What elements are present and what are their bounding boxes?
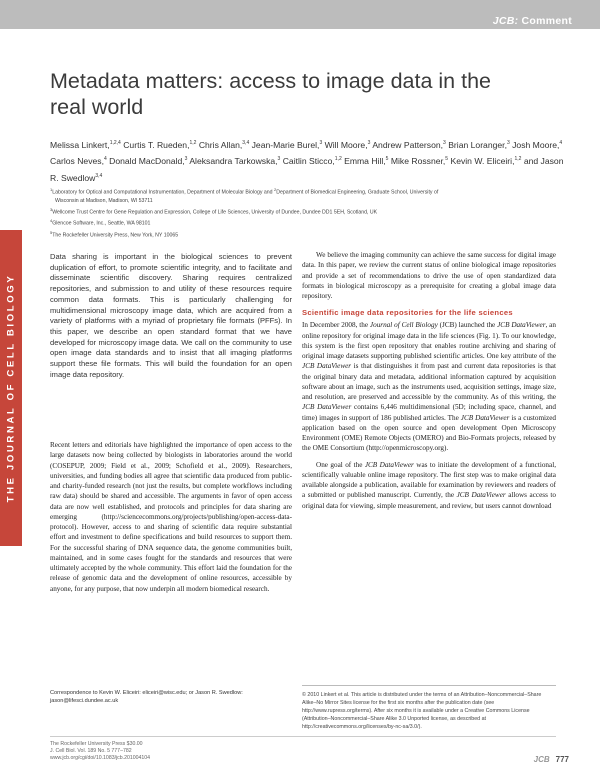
- author-name: Emma Hill,: [344, 156, 386, 167]
- author-name: Mike Rossner,: [390, 156, 446, 167]
- author-name: Will Moore,: [324, 139, 368, 150]
- author-name: Curtis T. Rueden,: [123, 139, 190, 150]
- correspondence-note: Correspondence to Kevin W. Eliceiri: eliceiri@wisc.edu; or Jason R. Swedlow: jason@lifesci.dundee.ac.uk: [50, 690, 243, 705]
- author-affiliation-marker: 3: [184, 156, 188, 163]
- author-affiliation-marker: 3,4: [95, 172, 103, 179]
- license-note: © 2010 Linkert et al. This article is distributed under the terms of an Attribution–Noncommercial–Share Alike–No Mirror Sites license for the first six months after the publication date (see http://www.rupress.org/terms). After six months it is available under a Creative Commons License (Attribution–Noncommercial–Share Alike 3.0 Unported license, as described at http://creativecommons.org/licenses/by-nc-sa/3.0/).: [302, 692, 542, 731]
- author-affiliation-marker: 3: [367, 140, 371, 146]
- author-affiliation-marker: 5: [385, 156, 389, 163]
- author-name: Aleksandra Tarkowska,: [189, 156, 278, 167]
- abstract: Data sharing is important in the biological sciences to prevent duplication of effort, to promote scientific integrity, and to facilitate and disseminate scientific discovery. Sharing requires centralized repositories, and submission to and utility of these resources require common data formats. This is particularly challenging for multidimensional microscopy image data, which are acquired from a variety of platforms with a myriad of proprietary file formats (PFFs). In this paper, we describe an open standard format that we have developed for microscopy image data. We call on the community to use open image data standards and to insist that all imaging platforms support these file formats. This will build the foundation for an open image data repository.: [50, 252, 292, 379]
- footer-publisher: The Rockefeller University Press $30.00: [50, 741, 143, 747]
- author-affiliation-marker: 3: [506, 140, 510, 146]
- affiliation-1: $^1$Laboratory for Optical and Computational Instrumentation, Department of Molecular Biology and $^2$Department of Biomedical Engineering, Graduate School, University of: [50, 187, 439, 196]
- section-heading: Scientific image data repositories for the life sciences: [302, 308, 513, 318]
- author-name: Andrew Patterson,: [372, 139, 444, 150]
- author-affiliation-marker: 4: [559, 140, 563, 146]
- body-right-column: [302, 250, 556, 517]
- footer-volume: J. Cell Biol. Vol. 189 No. 5 777–782: [50, 748, 132, 755]
- footer-divider: [50, 736, 556, 737]
- sidebar-label: THE JOURNAL OF CELL BIOLOGY: [5, 273, 17, 503]
- license-divider: [302, 685, 556, 686]
- journal-name: JCB:: [492, 15, 519, 27]
- journal-section-label: [493, 15, 572, 27]
- header-divider: [0, 29, 600, 31]
- page-number-block: [534, 755, 569, 764]
- author-name: Brian Loranger,: [448, 139, 507, 150]
- author-name: Donald MacDonald,: [109, 156, 185, 167]
- author-affiliation-marker: 1,2: [514, 156, 522, 163]
- author-affiliation-marker: 1,2,4: [109, 140, 121, 146]
- author-name: Carlos Neves,: [50, 156, 104, 167]
- author-affiliation-marker: 1,2: [189, 140, 197, 146]
- affiliation-4: $^4$Glencoe Software, Inc., Seattle, WA 98101: [50, 218, 151, 227]
- journal-sidebar: [0, 230, 22, 546]
- body-right-paragraph-2: In December 2008, the Journal of Cell Biology (JCB) launched the JCB DataViewer, an online repository for original image data in the life sciences (Fig. 1). To our knowledge, this system is the first open repository that enables routine archiving and sharing of original image datasets supporting published scientific articles. One key attribute of the JCB DataViewer is that distinguishes it from past and current data repositories is that the original binary data and metadata, additional information captured by acquisition software about an image, such as the instruments used, acquisition settings, image size, and resolution, are preserved and accessible by the community. As of this writing, the JCB DataViewer contains 6,446 multidimensional (5D; including space, channel, and time) images in support of 186 published articles. The JCB DataViewer is a customized application based on the open source and open development Open Microscopy Environment (OME) Remote Objects (OMERO) and Bio-Formats projects, released by the OME Consortium (http://openmicroscopy.org).: [302, 321, 557, 453]
- author-affiliation-marker: 3,4: [242, 140, 250, 146]
- author-name: Jean-Marie Burel,: [251, 139, 320, 150]
- body-left-paragraph: Recent letters and editorials have highlighted the importance of open access to the large datasets now being collected by biologists in laboratories around the world (COSEPUP, 2009; Field et al., 2009; Schofield et al., 2009). Researchers, universities, and funding bodies all agree that scientific data produced from public- and charity-funded research (not just the results, but complete workflows including raw data) should be shared and accessible. The arguments in favor of open access data are now well established, and protocols and principles for data sharing are emerging (http://sciencecommons.org/projects/publishing/open-access-data-protocol). However, access to and sharing of scientific data require substantial effort and investment to define specifications and build resources to support them. For the successful sharing of DNA sequence data, the genome communities built, maintained, and in some cases fought for the standards and resources that were ultimately accepted by the whole community. This effort laid the foundation for the release of genomic data and the development of online resources, accessible by anyone, for any purpose, that now underpin all modern biomedical research.: [50, 441, 292, 593]
- body-right-paragraph-1: We believe the imaging community can achieve the same success for digital image data. In this paper, we review the current status of online biological image repositories and provide a set of recommendations to drive the use of open standardized data formats in biological microscopy as a prerequisite for creating a global image data repository.: [302, 251, 556, 300]
- author-affiliation-marker: 3: [319, 140, 323, 146]
- author-affiliation-marker: 1,2: [334, 156, 342, 163]
- article-title: Metadata matters: access to image data in the real world: [50, 69, 491, 119]
- footer-doi-link[interactable]: www.jcb.org/cgi/doi/10.1083/jcb.201004104: [50, 755, 151, 762]
- footer-citation: [50, 741, 250, 763]
- author-affiliation-marker: 3: [277, 156, 281, 163]
- author-name: Caitlin Sticco,: [282, 156, 335, 167]
- author-name: Kevin W. Eliceiri,: [450, 156, 515, 167]
- author-affiliation-marker: 4: [103, 156, 107, 163]
- author-affiliation-marker: 5: [445, 156, 449, 163]
- author-name: Chris Allan,: [198, 139, 243, 150]
- page-journal-label: JCB: [533, 755, 550, 764]
- body-right-paragraph-3: One goal of the JCB DataViewer was to initiate the development of a functional, scientifically valuable online image repository. The first step was to make original data available alongside a publication, available for examination by reviewers and readers of a submitted or published manuscript. Currently, the JCB DataViewer allows access to original data for viewing, simple measurement, and review, but users cannot download: [302, 460, 557, 510]
- affiliation-3: $^3$Wellcome Trust Centre for Gene Regulation and Expression, College of Life Sciences, University of Dundee, Dundee DD1 5EH, Scotland, UK: [50, 206, 378, 216]
- author-name: Melissa Linkert,: [50, 139, 110, 150]
- page-number: 777: [555, 755, 569, 764]
- author-list: [50, 136, 565, 185]
- author-affiliation-marker: 3: [443, 140, 446, 146]
- author-name: and Jason R. Swedlow: [50, 156, 564, 183]
- section-name: Comment: [521, 15, 572, 27]
- affiliation-5: $^5$The Rockefeller University Press, New York, NY 10065: [50, 229, 179, 239]
- affiliation-1-cont: Wisconsin at Madison, Madison, WI 53711: [55, 198, 153, 205]
- affiliations: [50, 186, 550, 240]
- author-name: Josh Moore,: [512, 139, 560, 150]
